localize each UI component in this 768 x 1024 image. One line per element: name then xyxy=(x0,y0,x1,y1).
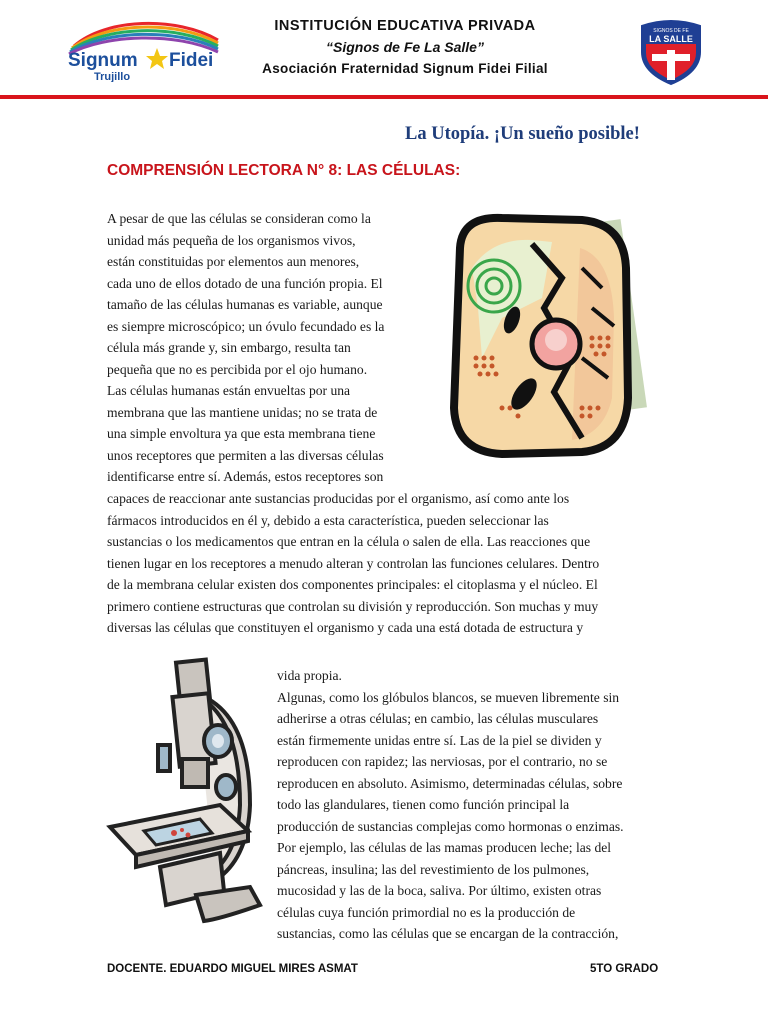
institution-name: INSTITUCIÓN EDUCATIVA PRIVADA xyxy=(274,18,536,34)
logo-name: LA SALLE xyxy=(649,34,693,44)
header-text xyxy=(240,16,570,79)
text-line: reproducen en absoluto. Asimismo, determinadas células, sobre xyxy=(277,775,623,791)
text-line: unidad más pequeña de los organismos vivos, xyxy=(107,232,356,248)
page-title: COMPRENSIÓN LECTORA N° 8: LAS CÉLULAS: xyxy=(107,162,461,179)
signum-fidei-logo xyxy=(66,20,226,82)
logo-arc-text: SIGNOS DE FE xyxy=(653,28,689,34)
text-line: membrana que las mantiene unidas; no se trata de xyxy=(107,404,378,420)
text-line: todo las glandulares, tienen como función principal la xyxy=(277,797,570,812)
text-line: una simple envoltura ya que esta membrana tiene xyxy=(107,426,376,441)
paragraph-2 xyxy=(107,488,661,639)
la-salle-shield-logo xyxy=(636,18,706,86)
text-line: Algunas, como los glóbulos blancos, se mueven libremente sin xyxy=(277,689,620,705)
text-line: sustancias, como las células que se encargan de la contracción, xyxy=(277,926,619,941)
text-line: adherirse a otras células; en cambio, las células musculares xyxy=(277,711,599,726)
footer-teacher: DOCENTE. EDUARDO MIGUEL MIRES ASMAT xyxy=(107,963,358,975)
text-line: es siempre microscópico; un óvulo fecundado es la xyxy=(107,318,385,334)
text-line: de la membrana celular existen dos componentes principales: el citoplasma y el núcleo. El xyxy=(107,577,598,592)
text-line: tamaño de las células humanas es variable, aunque xyxy=(107,297,383,312)
text-line: Por ejemplo, las células de las mamas producen leche; las del xyxy=(277,840,612,855)
motto: La Utopía. ¡Un sueño posible! xyxy=(405,124,640,144)
text-line: cada uno de ellos dotado de una función propia. El xyxy=(107,275,383,291)
text-line: vida propia. xyxy=(277,668,342,683)
text-line: fármacos introducidos en él y, debido a esta característica, pueden seleccionar las xyxy=(107,512,549,528)
text-line: unos receptores que permiten a las diversas células xyxy=(107,447,384,463)
text-line: reproducen con rapidez; las nerviosas, por el contrario, no se xyxy=(277,754,608,769)
text-line: A pesar de que las células se consideran como la xyxy=(107,211,371,226)
text-line: tienen lugar en los receptores a menudo alteran y controlan las funciones celulares. Dentro xyxy=(107,555,600,571)
paragraph-1 xyxy=(107,208,417,488)
logo-name: Signum xyxy=(68,50,138,71)
cell-illustration xyxy=(432,208,647,468)
logo-city: Trujillo xyxy=(94,71,131,82)
text-line: pequeña que no es percibida por el ojo humano. xyxy=(107,361,368,377)
paragraph-3 xyxy=(277,665,661,945)
text-line: están constituidas por elementos aun menores, xyxy=(107,254,360,269)
text-line: sustancias o los medicamentos que entran en la célula o salen de ella. Las reacciones que xyxy=(107,534,591,549)
text-line: células cuya función primordial no es la producción de xyxy=(277,904,576,920)
text-line: identificarse entre sí. Además, estos receptores son xyxy=(107,469,384,484)
school-name: “Signos de Fe La Salle” xyxy=(326,39,484,55)
text-line: mucosidad y las de la boca, saliva. Por último, existen otras xyxy=(277,883,602,898)
text-line: capaces de reaccionar ante sustancias producidas por el organismo, así como ante los xyxy=(107,491,570,506)
logo-name2: Fidei xyxy=(169,50,214,71)
text-line: páncreas, insulina; las del revestimiento de los pulmones, xyxy=(277,861,590,877)
text-line: célula más grande y, sin embargo, resulta tan xyxy=(107,340,351,355)
text-line: producción de sustancias complejas como hormonas o enzimas. xyxy=(277,818,624,834)
microscope-illustration xyxy=(100,655,275,930)
header-divider xyxy=(0,95,768,99)
text-line: primero contiene estructuras que controlan su división y reproducción. Son muchas y muy xyxy=(107,598,599,614)
text-line: Las células humanas están envueltas por una xyxy=(107,383,351,398)
footer-grade: 5TO GRADO xyxy=(590,963,659,975)
text-line: están firmemente unidas entre sí. Las de la piel se dividen y xyxy=(277,732,602,748)
association-name: Asociación Fraternidad Signum Fidei Filial xyxy=(262,61,548,76)
text-line: diversas las células que constituyen el organismo y cada una está dotada de estructura y xyxy=(107,620,584,635)
